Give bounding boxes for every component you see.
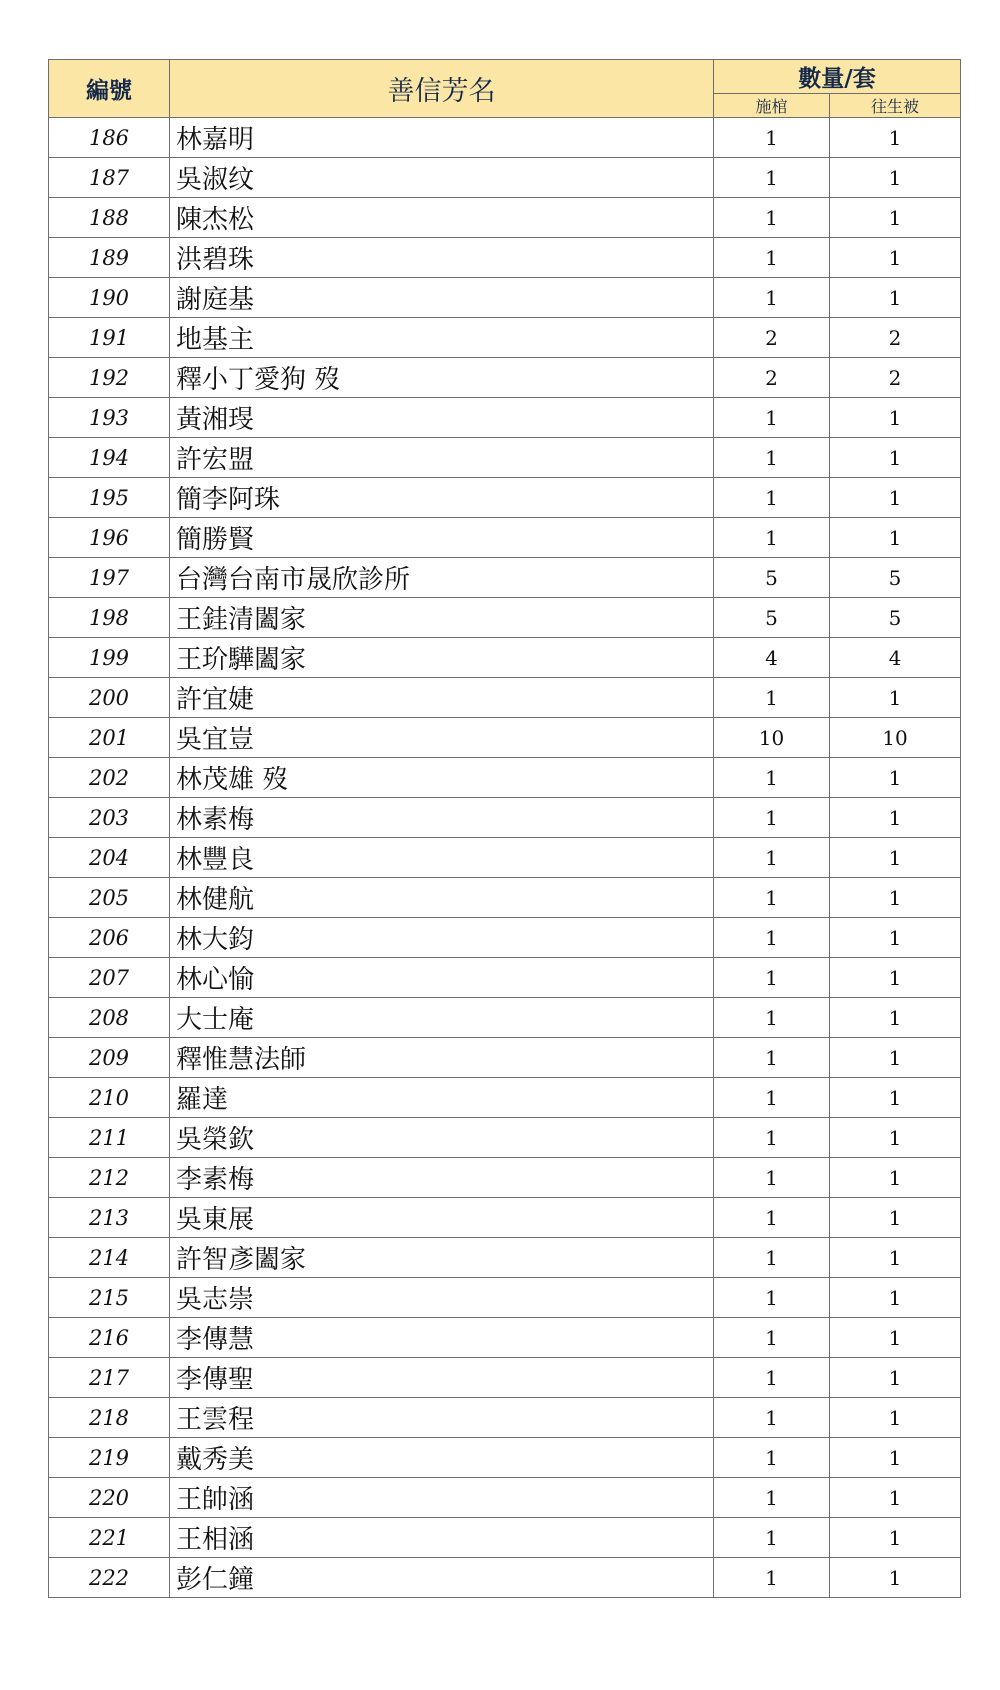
coffin-count: 1	[714, 838, 830, 878]
row-number: 187	[49, 158, 170, 198]
coffin-count: 1	[714, 878, 830, 918]
row-number: 201	[49, 718, 170, 758]
quilt-count: 2	[830, 358, 961, 398]
coffin-count: 1	[714, 1358, 830, 1398]
row-number: 220	[49, 1478, 170, 1518]
coffin-count: 1	[714, 1398, 830, 1438]
donor-name: 釋惟慧法師	[170, 1038, 714, 1078]
donor-name: 林心愉	[170, 958, 714, 998]
quilt-count: 1	[830, 1158, 961, 1198]
table-row	[49, 1038, 961, 1078]
quilt-count: 1	[830, 518, 961, 558]
quilt-count: 1	[830, 1038, 961, 1078]
quilt-count: 1	[830, 198, 961, 238]
donor-name: 林素梅	[170, 798, 714, 838]
table-header	[49, 60, 961, 118]
donor-name: 洪碧珠	[170, 238, 714, 278]
row-number: 222	[49, 1558, 170, 1598]
table-row	[49, 998, 961, 1038]
coffin-count: 1	[714, 278, 830, 318]
table-row	[49, 1118, 961, 1158]
coffin-count: 1	[714, 438, 830, 478]
coffin-count: 1	[714, 1278, 830, 1318]
donor-list-sheet	[48, 59, 960, 1598]
row-number: 200	[49, 678, 170, 718]
donor-name: 吳榮欽	[170, 1118, 714, 1158]
table-row	[49, 438, 961, 478]
quilt-count: 1	[830, 958, 961, 998]
coffin-count: 1	[714, 1518, 830, 1558]
donor-name: 許宏盟	[170, 438, 714, 478]
row-number: 205	[49, 878, 170, 918]
donor-name: 許宜婕	[170, 678, 714, 718]
row-number: 188	[49, 198, 170, 238]
coffin-count: 1	[714, 1558, 830, 1598]
quilt-count: 1	[830, 1318, 961, 1358]
coffin-count: 1	[714, 118, 830, 158]
donor-name: 戴秀美	[170, 1438, 714, 1478]
donor-name: 簡勝賢	[170, 518, 714, 558]
table-row	[49, 278, 961, 318]
quilt-count: 1	[830, 1238, 961, 1278]
table-row	[49, 678, 961, 718]
coffin-count: 1	[714, 1038, 830, 1078]
donor-name: 台灣台南市晟欣診所	[170, 558, 714, 598]
coffin-count: 2	[714, 358, 830, 398]
table-row	[49, 1278, 961, 1318]
coffin-count: 1	[714, 478, 830, 518]
header-coffin: 施棺	[714, 94, 830, 118]
table-row	[49, 478, 961, 518]
quilt-count: 5	[830, 558, 961, 598]
row-number: 216	[49, 1318, 170, 1358]
row-number: 215	[49, 1278, 170, 1318]
donor-name: 李素梅	[170, 1158, 714, 1198]
row-number: 217	[49, 1358, 170, 1398]
table-row	[49, 798, 961, 838]
quilt-count: 1	[830, 1198, 961, 1238]
table-row	[49, 158, 961, 198]
table-row	[49, 398, 961, 438]
table-row	[49, 1398, 961, 1438]
table-row	[49, 518, 961, 558]
donor-name: 吳淑纹	[170, 158, 714, 198]
donor-name: 謝庭基	[170, 278, 714, 318]
coffin-count: 1	[714, 678, 830, 718]
coffin-count: 2	[714, 318, 830, 358]
row-number: 218	[49, 1398, 170, 1438]
row-number: 198	[49, 598, 170, 638]
coffin-count: 1	[714, 798, 830, 838]
quilt-count: 4	[830, 638, 961, 678]
quilt-count: 1	[830, 678, 961, 718]
donor-name: 王相涵	[170, 1518, 714, 1558]
coffin-count: 1	[714, 238, 830, 278]
quilt-count: 1	[830, 118, 961, 158]
table-row	[49, 1158, 961, 1198]
table-row	[49, 758, 961, 798]
donor-name: 林健航	[170, 878, 714, 918]
table-body	[49, 118, 961, 1598]
table-row	[49, 958, 961, 998]
table-row	[49, 558, 961, 598]
donor-name: 彭仁鐘	[170, 1558, 714, 1598]
table-row	[49, 1318, 961, 1358]
coffin-count: 1	[714, 918, 830, 958]
donor-name: 陳杰松	[170, 198, 714, 238]
quilt-count: 1	[830, 1278, 961, 1318]
coffin-count: 5	[714, 598, 830, 638]
row-number: 191	[49, 318, 170, 358]
table-row	[49, 638, 961, 678]
coffin-count: 1	[714, 1158, 830, 1198]
donor-name: 吳志崇	[170, 1278, 714, 1318]
coffin-count: 5	[714, 558, 830, 598]
coffin-count: 1	[714, 958, 830, 998]
coffin-count: 4	[714, 638, 830, 678]
table-row	[49, 118, 961, 158]
quilt-count: 1	[830, 1558, 961, 1598]
coffin-count: 1	[714, 758, 830, 798]
row-number: 221	[49, 1518, 170, 1558]
table-row	[49, 1238, 961, 1278]
table-row	[49, 878, 961, 918]
donor-name: 王玠驊闔家	[170, 638, 714, 678]
table-row	[49, 1518, 961, 1558]
coffin-count: 1	[714, 1198, 830, 1238]
quilt-count: 1	[830, 158, 961, 198]
quilt-count: 1	[830, 1358, 961, 1398]
coffin-count: 10	[714, 718, 830, 758]
row-number: 203	[49, 798, 170, 838]
table-row	[49, 1078, 961, 1118]
header-donor-name: 善信芳名	[170, 60, 714, 118]
row-number: 193	[49, 398, 170, 438]
header-number: 編號	[49, 60, 170, 118]
quilt-count: 1	[830, 878, 961, 918]
row-number: 196	[49, 518, 170, 558]
row-number: 219	[49, 1438, 170, 1478]
coffin-count: 1	[714, 1478, 830, 1518]
coffin-count: 1	[714, 1118, 830, 1158]
donor-table	[48, 59, 961, 1598]
donor-name: 地基主	[170, 318, 714, 358]
row-number: 190	[49, 278, 170, 318]
quilt-count: 1	[830, 478, 961, 518]
quilt-count: 1	[830, 758, 961, 798]
donor-name: 簡李阿珠	[170, 478, 714, 518]
quilt-count: 1	[830, 278, 961, 318]
header-quantity: 數量/套	[714, 60, 961, 94]
row-number: 210	[49, 1078, 170, 1118]
quilt-count: 1	[830, 798, 961, 838]
quilt-count: 1	[830, 1438, 961, 1478]
donor-name: 許智彥闔家	[170, 1238, 714, 1278]
row-number: 204	[49, 838, 170, 878]
table-row	[49, 1478, 961, 1518]
quilt-count: 1	[830, 918, 961, 958]
coffin-count: 1	[714, 1238, 830, 1278]
row-number: 206	[49, 918, 170, 958]
donor-name: 大士庵	[170, 998, 714, 1038]
coffin-count: 1	[714, 1438, 830, 1478]
row-number: 186	[49, 118, 170, 158]
donor-name: 王帥涵	[170, 1478, 714, 1518]
coffin-count: 1	[714, 998, 830, 1038]
table-row	[49, 1438, 961, 1478]
quilt-count: 1	[830, 998, 961, 1038]
quilt-count: 1	[830, 238, 961, 278]
row-number: 211	[49, 1118, 170, 1158]
coffin-count: 1	[714, 518, 830, 558]
row-number: 209	[49, 1038, 170, 1078]
donor-name: 王銈清闔家	[170, 598, 714, 638]
table-row	[49, 1358, 961, 1398]
row-number: 195	[49, 478, 170, 518]
coffin-count: 1	[714, 158, 830, 198]
table-row	[49, 198, 961, 238]
row-number: 192	[49, 358, 170, 398]
row-number: 194	[49, 438, 170, 478]
donor-name: 林大鈞	[170, 918, 714, 958]
row-number: 213	[49, 1198, 170, 1238]
donor-name: 釋小丁愛狗 歿	[170, 358, 714, 398]
donor-name: 黃湘琝	[170, 398, 714, 438]
donor-name: 吳東展	[170, 1198, 714, 1238]
donor-name: 林嘉明	[170, 118, 714, 158]
quilt-count: 2	[830, 318, 961, 358]
coffin-count: 1	[714, 198, 830, 238]
quilt-count: 1	[830, 438, 961, 478]
table-row	[49, 358, 961, 398]
table-row	[49, 318, 961, 358]
quilt-count: 5	[830, 598, 961, 638]
coffin-count: 1	[714, 398, 830, 438]
donor-name: 林豐良	[170, 838, 714, 878]
quilt-count: 10	[830, 718, 961, 758]
row-number: 212	[49, 1158, 170, 1198]
quilt-count: 1	[830, 398, 961, 438]
coffin-count: 1	[714, 1318, 830, 1358]
header-quilt: 往生被	[830, 94, 961, 118]
donor-name: 羅達	[170, 1078, 714, 1118]
quilt-count: 1	[830, 1518, 961, 1558]
table-row	[49, 1198, 961, 1238]
coffin-count: 1	[714, 1078, 830, 1118]
table-row	[49, 838, 961, 878]
quilt-count: 1	[830, 1398, 961, 1438]
row-number: 189	[49, 238, 170, 278]
donor-name: 吳宜豈	[170, 718, 714, 758]
row-number: 214	[49, 1238, 170, 1278]
table-row	[49, 918, 961, 958]
donor-name: 林茂雄 歿	[170, 758, 714, 798]
quilt-count: 1	[830, 1478, 961, 1518]
row-number: 197	[49, 558, 170, 598]
quilt-count: 1	[830, 1118, 961, 1158]
table-row	[49, 238, 961, 278]
table-row	[49, 718, 961, 758]
donor-name: 李傳慧	[170, 1318, 714, 1358]
table-row	[49, 598, 961, 638]
table-row	[49, 1558, 961, 1598]
row-number: 208	[49, 998, 170, 1038]
donor-name: 李傳聖	[170, 1358, 714, 1398]
donor-name: 王雲程	[170, 1398, 714, 1438]
quilt-count: 1	[830, 838, 961, 878]
row-number: 202	[49, 758, 170, 798]
row-number: 199	[49, 638, 170, 678]
row-number: 207	[49, 958, 170, 998]
quilt-count: 1	[830, 1078, 961, 1118]
